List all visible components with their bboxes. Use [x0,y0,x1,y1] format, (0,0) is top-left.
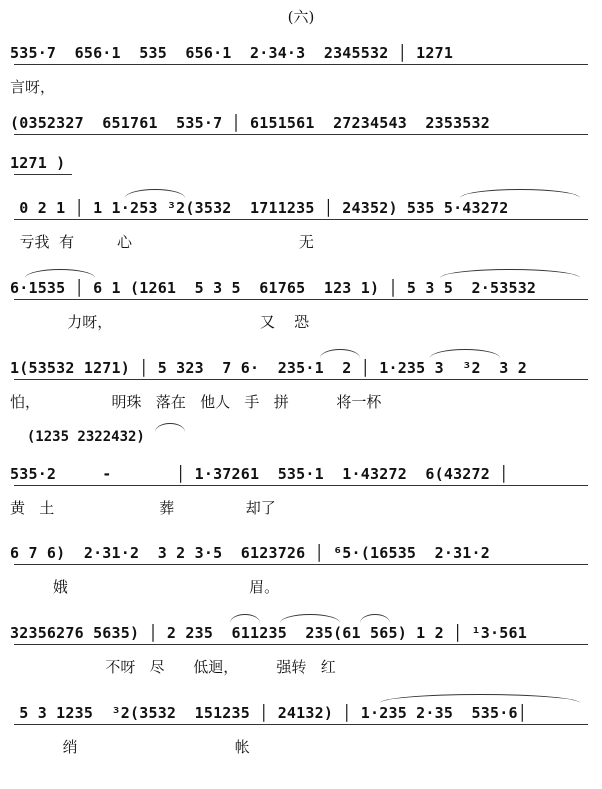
score-row-6 [0,345,602,435]
notation-line: 32356276 5635) │ 2 235 611235 235(61 565) 1 2 │ ¹3·561 [10,624,527,642]
score-row-9 [0,610,602,700]
slur-mark [25,269,95,278]
notation-line: 535·2 - │ 1·37261 535·1 1·43272 6(43272 │ [10,465,509,483]
notation-line: 6 7 6) 2·31·2 3 2 3·5 6123726 │ ⁶5·(16535 2·31·2 [10,544,490,562]
notation-line: (0352327 651761 535·7 │ 6151561 27234543 2353532 [10,114,490,132]
beam-line [14,644,588,645]
score-row-7 [0,425,602,515]
page-title: (六) [287,8,315,26]
notation-line: 1271 ) [10,154,66,172]
lyric-line: 言呀， [10,78,56,96]
notation-line: 0 2 1 │ 1 1·253 ³2(3532 1711235 │ 24352) 535 5·43272 [10,199,509,217]
notation-line: 6·1535 │ 6 1 (1261 5 3 5 61765 123 1) │ 5 3 5 2·53532 [10,279,537,297]
slur-mark [230,614,260,623]
beam-line [14,564,588,565]
beam-line [14,219,588,220]
lyric-line: 力呀， 又 恐 [10,313,310,331]
slur-mark [320,349,360,358]
lyric-line: 绡 帐 [10,738,250,756]
slur-mark [360,614,390,623]
slur-mark [430,349,500,358]
score-row-10 [0,690,602,780]
lyric-line: 娥 眉。 [10,578,280,596]
score-row-5 [0,265,602,355]
slur-mark [280,614,340,623]
notation-line: 535·7 656·1 535 656·1 2·34·3 2345532 │ 1271 [10,44,454,62]
lyric-line: 亏我 有 心 无 [10,233,314,251]
slur-mark [440,269,580,278]
slur-mark [380,694,580,703]
grace-notes: (1235 2322432) [10,429,145,445]
score-row-4 [0,185,602,275]
notation-line: 1(53532 1271) │ 5 323 7 6· 235·1 2 │ 1·235 3 ³2 3 2 [10,359,527,377]
lyric-line: 黄 土 葬 却了 [10,499,276,517]
beam-line [14,134,588,135]
slur-mark [155,423,185,432]
lyric-line: 不呀 尽 低迴， 强转 红 [10,658,336,676]
lyric-line: 怕， 明珠 落在 他人 手 拼 将一杯 [10,393,382,411]
beam-line [14,485,588,486]
notation-line: 5 3 1235 ³2(3532 151235 │ 24132) │ 1·235 2·35 535·6│ [10,704,527,722]
beam-line [14,174,72,175]
beam-line [14,64,588,65]
beam-line [14,299,588,300]
beam-line [14,724,588,725]
slur-mark [460,189,580,198]
slur-mark [125,189,185,198]
beam-line [14,379,588,380]
score-row-8 [0,530,602,620]
